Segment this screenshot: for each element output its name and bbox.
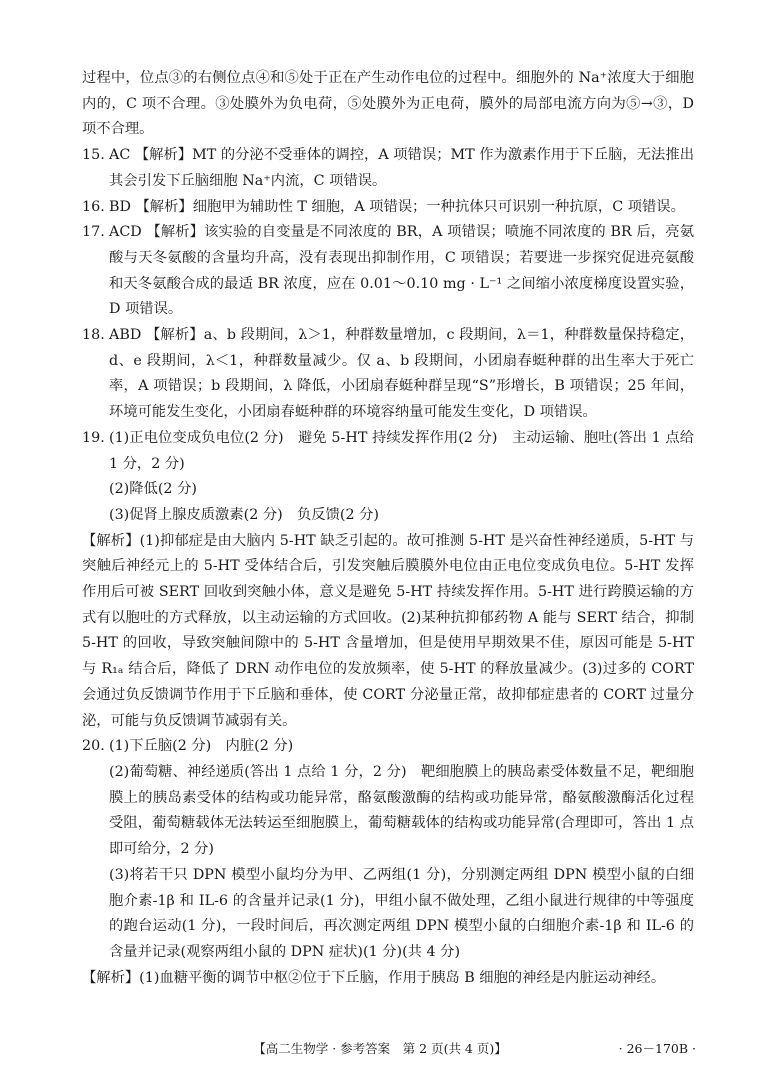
answer-18 — [82, 323, 694, 426]
question-number: 15. — [82, 147, 105, 164]
answer-text — [82, 66, 694, 991]
answer-17 — [82, 220, 694, 323]
answer-text-18: ABD 【解析】a、b 段期间，λ＞1，种群数量增加，c 段期间，λ＝1，种群数量保持稳定，d、e 段期间，λ＜1，种群数量减少。仅 a、b 段期间，小团扇春蜓种群的出生率大于死亡率，A 项错误；b 段期间，λ 降低，小团扇春蜓种群呈现“S”形增长，B 项错误；25 年间，环境可能发生变化，小团扇春蜓种群的环境容纳量可能发生变化，D 项错误。 — [109, 327, 694, 421]
answer-19 — [82, 426, 694, 477]
answer-19-part3: (3)促肾上腺皮质激素(2 分) 负反馈(2 分) — [109, 506, 379, 523]
page-footer — [0, 1037, 764, 1061]
question-number: 16. — [82, 198, 105, 215]
answer-20-part2: (2)葡萄糖、神经递质(答出 1 点给 1 分，2 分) 靶细胞膜上的胰岛素受体数量不足，靶细胞膜上的胰岛素受体的结构或功能异常，酪氨酸激酶的结构或功能异常，酪氨酸激酶活化过程受阻，葡萄糖载体无法转运至细胞膜上，葡萄糖载体的结构或功能异常(合理即可，答出 1 点即可给分，2 分) — [109, 763, 694, 858]
answer-19-part2: (2)降低(2 分) — [109, 481, 197, 498]
answer-text-16: BD 【解析】细胞甲为辅助性 T 细胞，A 项错误；一种抗体只可识别一种抗原，C 项错误。 — [109, 198, 685, 215]
question-number: 19. — [82, 429, 105, 446]
answer-20-part3: (3)将若干只 DPN 模型小鼠均分为甲、乙两组(1 分)，分别测定两组 DPN 模型小鼠的白细胞介素-1β 和 IL-6 的含量并记录(1 分)，甲组小鼠不做处理，乙组小鼠进行规律的中等强度的跑台运动(1 分)，一段时间后，再次测定两组 DPN 模型小鼠的白细胞介素-1β 和 IL-6 的含量并记录(观察两组小鼠的 DPN 症状)(1 分)(共 4 分) — [109, 866, 694, 960]
answer-19-part1: (1)正电位变成负电位(2 分) 避免 5-HT 持续发挥作用(2 分) 主动运输、胞吐(答出 1 点给 1 分，2 分) — [109, 429, 694, 472]
answer-19-explanation: 【解析】(1)抑郁症是由大脑内 5-HT 缺乏引起的。故可推测 5-HT 是兴奋性神经递质，5-HT 与突触后神经元上的 5-HT 受体结合后，引发突触后膜膜外电位由正电位变成负电位。5-HT 发挥作用后可被 SERT 回收到突触小体，意义是避免 5-HT 持续发挥作用。5-HT 进行跨膜运输的方式有以胞吐的方式释放，以主动运输的方式回收。(2)某种抗抑郁药物 A 能与 SERT 结合，抑制 5-HT 的回收，导致突触间隙中的 5-HT 含量增加，但是使用早期效果不佳，原因可能是 5-HT 与 R₁ₐ 结合后，降低了 DRN 动作电位的发放频率，使 5-HT 的释放量减少。(3)过多的 CORT 会通过负反馈调节作用于下丘脑和垂体，使 CORT 分泌量正常，故抑郁症患者的 CORT 过量分泌，可能与负反馈调节减弱有关。 — [82, 532, 694, 729]
question-number: 20. — [82, 738, 105, 755]
footer-code: · 26－170B · — [618, 1041, 696, 1056]
question-number: 18. — [82, 327, 105, 344]
answer-20 — [82, 734, 694, 760]
answer-20-explanation: 【解析】(1)血糖平衡的调节中枢②位于下丘脑，作用于胰岛 B 细胞的神经是内脏运动神经。 — [82, 969, 666, 986]
answer-text-15: AC 【解析】MT 的分泌不受垂体的调控，A 项错误；MT 作为激素作用于下丘脑，无法推出其会引发下丘脑细胞 Na⁺内流，C 项错误。 — [109, 147, 694, 189]
answer-20-part1: (1)下丘脑(2 分) 内脏(2 分) — [109, 738, 294, 755]
continued-explanation: 过程中，位点③的右侧位点④和⑤处于正在产生动作电位的过程中。细胞外的 Na⁺浓度大于细胞内的，C 项不合理。③处膜外为负电荷，⑤处膜外为正电荷，膜外的局部电流方向为⑤→③，D 项不合理。 — [82, 70, 694, 138]
question-number: 17. — [82, 224, 105, 241]
answer-16 — [82, 195, 694, 221]
answer-15 — [82, 143, 694, 194]
footer-title: 【高二生物学 · 参考答案 第 2 页(共 4 页)】 — [253, 1041, 507, 1056]
answer-text-17: ACD 【解析】该实验的自变量是不同浓度的 BR，A 项错误；喷施不同浓度的 BR 后，亮氨酸与天冬氨酸的含量均升高，没有表现出抑制作用，C 项错误；若要进一步探究促进亮氨酸和天冬氨酸合成的最适 BR 浓度，应在 0.01～0.10 mg · L⁻¹ 之间缩小浓度梯度设置实验，D 项错误。 — [109, 224, 694, 318]
